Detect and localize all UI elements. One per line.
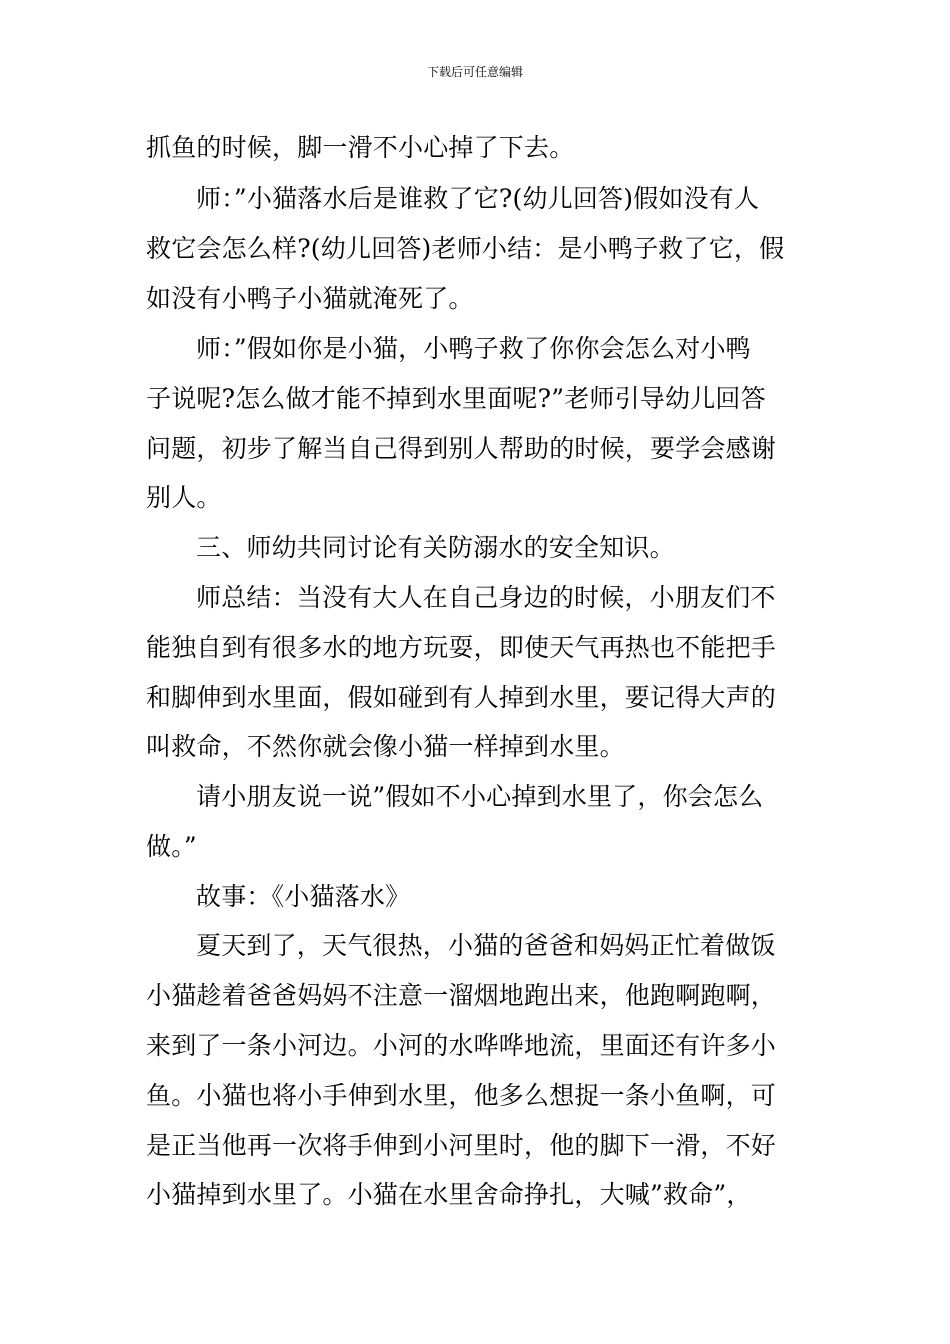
text-line: 鱼。小猫也将小手伸到水里，他多么想捉一条小鱼啊，可 [146, 1081, 777, 1110]
text-line: 是正当他再一次将手伸到小河里时，他的脚下一滑，不好 [146, 1131, 777, 1160]
text-line: 请小朋友说一说”假如不小心掉到水里了，你会怎么 [196, 782, 764, 811]
text-line: 师总结：当没有大人在自己身边的时候，小朋友们不 [196, 583, 776, 612]
text-line: 师：”小猫落水后是谁救了它?(幼儿回答)假如没有人 [196, 184, 760, 213]
page-header-note: 下载后可任意编辑 [426, 65, 523, 79]
text-line: 别人。 [146, 483, 222, 512]
text-line: 来到了一条小河边。小河的水哗哗地流，里面还有许多小 [146, 1031, 777, 1060]
text-line: 问题，初步了解当自己得到别人帮助的时候，要学会感谢 [146, 434, 777, 463]
text-line: 抓鱼的时候，脚一滑不小心掉了下去。 [146, 133, 575, 162]
text-line: 故事：《小猫落水》 [196, 882, 411, 911]
text-line: 小猫趁着爸爸妈妈不注意一溜烟地跑出来，他跑啊跑啊， [146, 981, 777, 1010]
text-line: 小猫掉到水里了。小猫在水里舍命挣扎，大喊”救命”， [146, 1180, 752, 1209]
text-line: 能独自到有很多水的地方玩耍，即使天气再热也不能把手 [146, 633, 777, 662]
text-line: 师：”假如你是小猫，小鸭子救了你你会怎么对小鸭 [196, 334, 751, 363]
text-line: 如没有小鸭子小猫就淹死了。 [146, 284, 474, 313]
text-line: 子说呢?怎么做才能不掉到水里面呢?”老师引导幼儿回答 [146, 384, 766, 413]
text-line: 做。” [146, 832, 197, 861]
text-line: 夏天到了，天气很热，小猫的爸爸和妈妈正忙着做饭 [196, 931, 776, 960]
text-line: 救它会怎么样?(幼儿回答)老师小结：是小鸭子救了它，假 [146, 234, 785, 263]
text-line: 三、师幼共同讨论有关防溺水的安全知识。 [196, 533, 675, 562]
text-line: 叫救命，不然你就会像小猫一样掉到水里。 [146, 732, 625, 761]
text-line: 和脚伸到水里面，假如碰到有人掉到水里，要记得大声的 [146, 683, 777, 712]
